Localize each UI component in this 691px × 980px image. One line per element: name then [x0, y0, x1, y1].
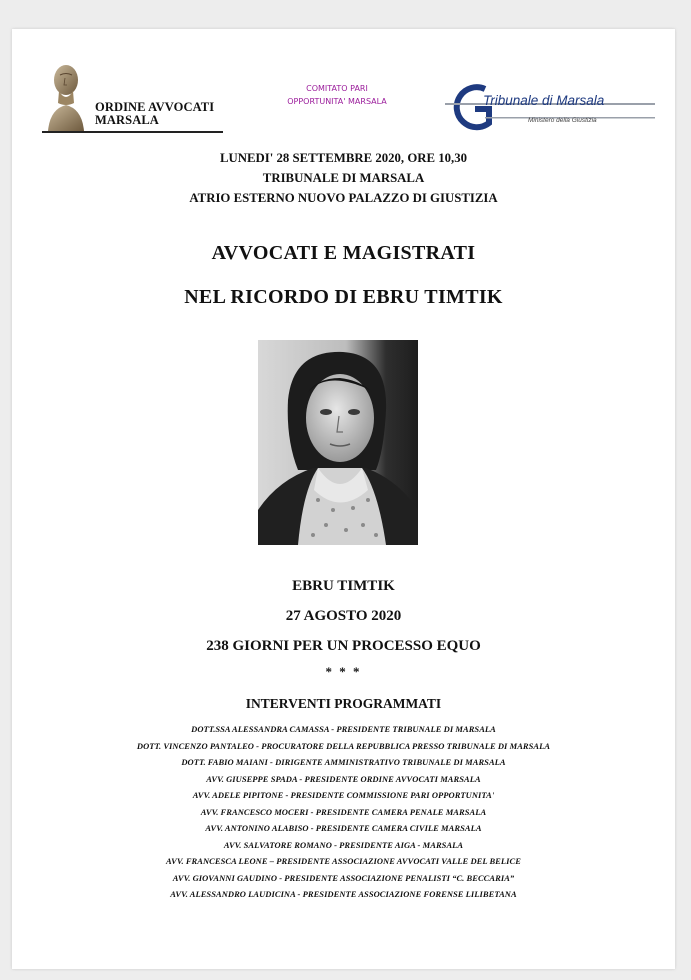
event-info: [12, 148, 675, 208]
tribunale-subtitle: Ministero della Giustizia: [528, 117, 597, 124]
speaker-item: DOTT.SSA ALESSANDRA CAMASSA - PRESIDENTE TRIBUNALE DI MARSALA: [191, 724, 496, 734]
memorial-date: 27 AGOSTO 2020: [285, 608, 402, 624]
speaker-item: AVV. SALVATORE ROMANO - PRESIDENTE AIGA - MARSALA: [223, 839, 464, 850]
event-place: ATRIO ESTERNO NUOVO PALAZZO DI GIUSTIZIA: [189, 191, 498, 205]
tribunale-logo: [445, 83, 655, 135]
ordine-avvocati-bust-logo: [44, 63, 88, 131]
separator-stars: * * *: [325, 664, 362, 679]
comitato-line-1: COMITATO PARI: [306, 84, 368, 93]
ordine-avvocati-name: [95, 101, 214, 127]
speaker-list: [12, 721, 675, 903]
speaker-item: AVV. ADELE PIPITONE - PRESIDENTE COMMISSIONE PARI OPPORTUNITA': [192, 790, 495, 800]
event-venue: TRIBUNALE DI MARSALA: [262, 171, 425, 185]
main-title: [12, 231, 675, 319]
speaker-item: DOTT. FABIO MAIANI - DIRIGENTE AMMINISTRATIVO TRIBUNALE DI MARSALA: [181, 757, 506, 767]
title-line-2: NEL RICORDO DI EBRU TIMTIK: [184, 286, 503, 308]
speaker-item: AVV. GIUSEPPE SPADA - PRESIDENTE ORDINE AVVOCATI MARSALA: [206, 773, 481, 784]
title-line-1: AVVOCATI E MAGISTRATI: [211, 242, 476, 264]
event-date: LUNEDI' 28 SETTEMBRE 2020, ORE 10,30: [219, 151, 468, 165]
speaker-item: DOTT. VINCENZO PANTALEO - PROCURATORE DELLA REPUBBLICA PRESSO TRIBUNALE DI MARSALA: [136, 740, 551, 751]
memorial-motto: 238 GIORNI PER UN PROCESSO EQUO: [206, 638, 481, 654]
speaker-item: AVV. FRANCESCO MOCERI - PRESIDENTE CAMERA PENALE MARSALA: [200, 806, 487, 817]
comitato-line-2: OPPORTUNITA' MARSALA: [287, 97, 387, 106]
ordine-line-2: MARSALA: [95, 113, 159, 127]
speaker-item: AVV. GIOVANNI GAUDINO - PRESIDENTE ASSOCIAZIONE PENALISTI “C. BECCARIA”: [172, 872, 515, 883]
memorial-name: EBRU TIMTIK: [292, 578, 395, 594]
comitato-pari-opportunita: [262, 82, 412, 108]
document-page: [12, 29, 675, 969]
ordine-line-1: ORDINE AVVOCATI: [95, 100, 215, 114]
speaker-item: AVV. FRANCESCA LEONE – PRESIDENTE ASSOCIAZIONE AVVOCATI VALLE DEL BELICE: [166, 856, 521, 866]
ordine-underline: [42, 131, 223, 133]
program-heading: INTERVENTI PROGRAMMATI: [245, 696, 442, 711]
portrait-photo: [258, 340, 418, 545]
tribunale-name: Tribunale di Marsala: [483, 93, 605, 108]
speaker-item: AVV. ALESSANDRO LAUDICINA - PRESIDENTE ASSOCIAZIONE FORENSE LILIBETANA: [170, 889, 517, 899]
speaker-item: AVV. ANTONINO ALABISO - PRESIDENTE CAMERA CIVILE MARSALA: [205, 823, 482, 833]
